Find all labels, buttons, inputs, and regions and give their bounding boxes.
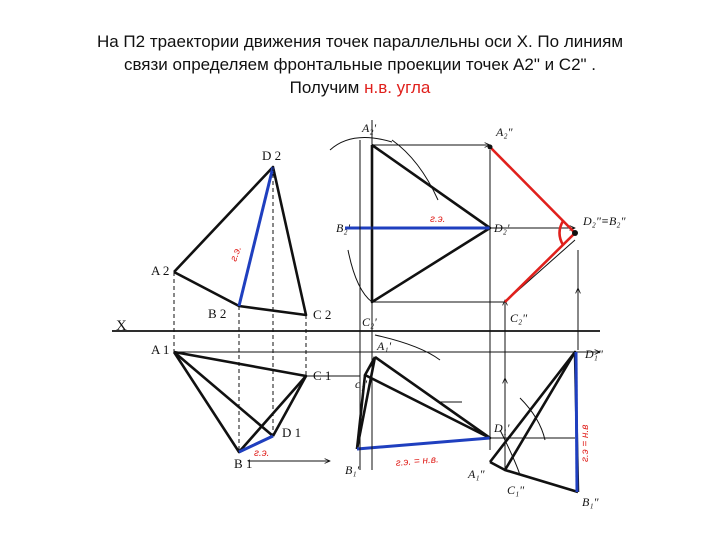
label-c1pp: C₁" <box>507 483 525 497</box>
label-d1: D 1 <box>282 425 302 440</box>
ge-nv-line <box>357 438 490 449</box>
point-d2pp <box>572 230 578 236</box>
heading-line-2: связи определяем фронтальные проекции точек А2" и С2" . <box>123 55 597 74</box>
label-b2p: B₂' <box>336 221 351 235</box>
label-d1pp: D₁" <box>585 347 603 361</box>
label-a1: A 1 <box>151 342 170 357</box>
label-a2p: A₂' <box>362 121 377 135</box>
label-b1: B 1 <box>234 456 253 471</box>
label-d2p: D₂' <box>494 221 510 235</box>
horizontal-projection-middle <box>357 357 490 449</box>
heading-line-3-prefix: Получим <box>289 78 365 97</box>
label-c1p: c₁' <box>355 377 368 391</box>
point-a2pp <box>488 145 493 150</box>
label-d2pp-b2pp: D₂"≡B₂" <box>583 214 626 228</box>
label-d2: D 2 <box>262 148 282 163</box>
label-a1pp: A₁" <box>468 467 485 481</box>
label-a1p: A₁' <box>377 339 392 353</box>
label-c2: C 2 <box>313 307 332 322</box>
frontal-projection-left <box>174 167 306 315</box>
label-ge-left: г.э. <box>228 244 245 264</box>
label-c1: C 1 <box>313 368 332 383</box>
label-a2: A 2 <box>151 263 170 278</box>
projection-links-middle <box>360 120 578 470</box>
label-b1p: B₁' <box>345 463 360 477</box>
heading-line-3-red: н.в. угла <box>364 78 431 97</box>
label-b2: B 2 <box>208 306 227 321</box>
label-d1p: D₁' <box>494 421 510 435</box>
ge-nv-vertical <box>576 352 577 492</box>
label-axis-x: X <box>116 318 127 334</box>
label-ge-nv: г.э. = н.в. <box>395 454 440 469</box>
label-ge-mid: г.э. <box>430 214 446 225</box>
label-c2p: C₂' <box>362 315 377 329</box>
label-a2pp: A₂" <box>496 125 513 139</box>
label-ge-bottom: г.э. <box>254 448 270 459</box>
heading-line-1: На П2 траектории движения точек параллельны оси X. По линиям <box>96 32 624 51</box>
label-b1pp: B₁" <box>582 495 599 509</box>
ge-line-left <box>239 167 273 306</box>
label-ge-nv-vertical: г.э = н.в <box>580 424 591 462</box>
label-c2pp: C₂" <box>510 311 528 325</box>
